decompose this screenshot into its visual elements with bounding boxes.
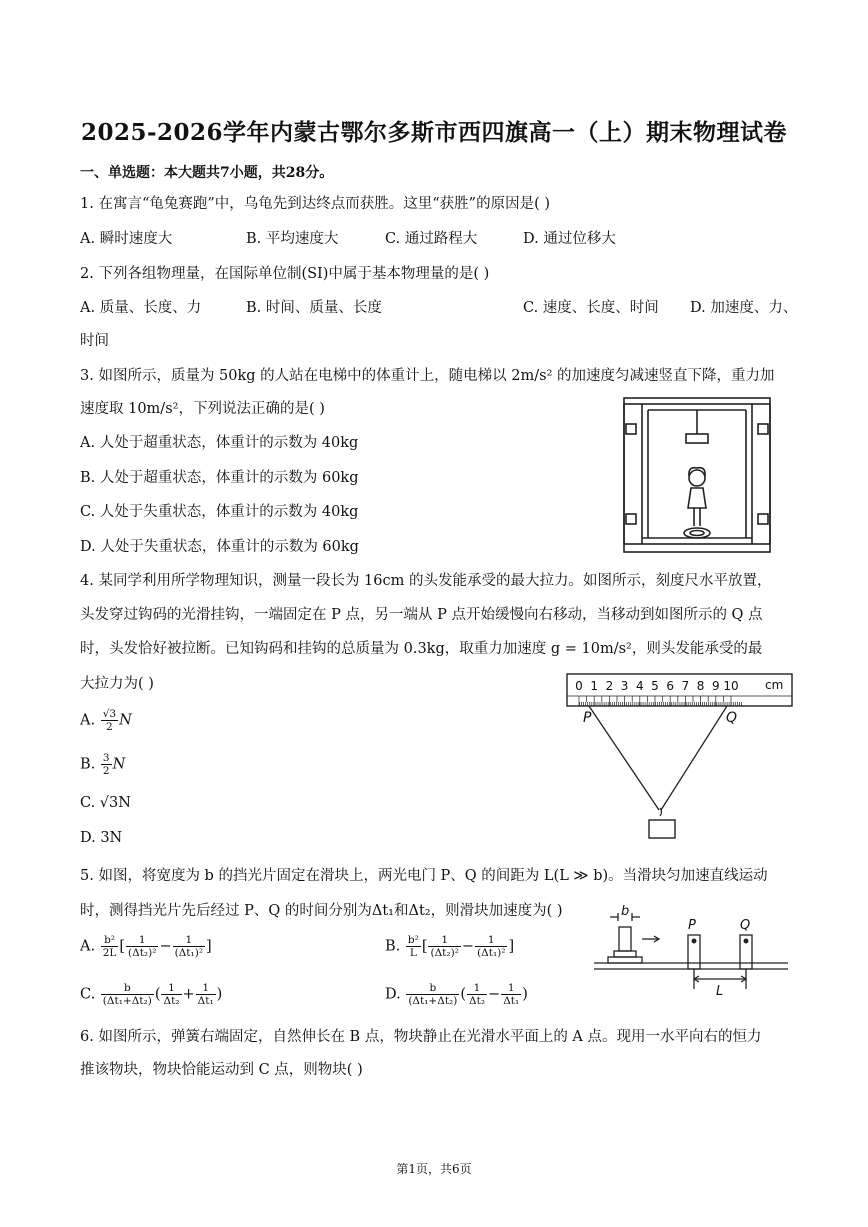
question-4-stem-line3: 时，头发恰好被拉断。已知钩码和挂钩的总质量为 0.3kg，取重力加速度 g = 10m/s²，则头发能承受的最 [80,641,763,657]
ruler-unit: cm [765,678,784,692]
ruler-tick-label: 8 [696,679,705,693]
q2-option-a: A. 质量、长度、力 [80,300,202,316]
q5-option-c: C. $\frac{b}{\text{(Δt₁+Δt₂)}}$ ( $\frac{1}{\text{Δt₂}}$ + $\frac{1}{\text{Δt₁}}$ ) [80,982,223,1007]
q4-option-a: A. $\frac{√3}{2}$ N [80,708,132,733]
ruler-tick-label: 10 [723,679,739,693]
ruler-figure [565,672,795,844]
ruler-tick-label: 7 [681,679,690,693]
q3-option-c: C. 人处于失重状态，体重计的示数为 40kg [80,504,359,520]
ruler-tick-label: 0 [575,679,583,693]
question-2-stem: 2. 下列各组物理量，在国际单位制(SI)中属于基本物理量的是( ) [80,266,490,282]
question-4-stem-line1: 4. 某同学利用所学物理知识，测量一段长为 16cm 的头发能承受的最大拉力。如图所示，刻度尺水平放置， [80,573,772,589]
page-title: 2025-2026学年内蒙古鄂尔多斯市西四旗高一（上）期末物理试卷 [80,119,788,146]
q2-option-c: C. 速度、长度、时间 [523,300,659,316]
q5-option-b: B. $\frac{\text{b²}}{L}$ [ $\frac{1}{\text{(Δt₂)²}}$ − $\frac{1}{\text{(Δt₁)²}}$ ] [385,934,515,959]
gate-p-label: P [688,918,696,933]
question-6-stem-line1: 6. 如图所示，弹簧右端固定，自然伸长在 B 点，物块静止在光滑水平面上的 A 点。现用一水平向右的恒力 [80,1029,762,1045]
question-4-stem-line4: 大拉力为( ) [80,676,154,692]
ruler-tick-label: 4 [635,679,644,693]
question-3-stem-line1: 3. 如图所示，质量为 50kg 的人站在电梯中的体重计上，随电梯以 2m/s² 的加速度匀减速竖直下降，重力加 [80,368,775,384]
question-5-stem-line1: 5. 如图，将宽度为 b 的挡光片固定在滑块上，两光电门 P、Q 的间距为 L(L ≫ b)。当滑块匀加速直线运动 [80,868,768,884]
hair-left [589,706,659,810]
q2-option-d: D. 加速度、力、 [690,300,798,316]
question-6-stem-line2: 推该物块，物块恰能运动到 C 点，则物块( ) [80,1062,363,1078]
ruler-tick-label: 6 [666,679,675,693]
gate-q-label: Q [740,918,751,933]
q3-option-b: B. 人处于超重状态，体重计的示数为 60kg [80,470,359,486]
question-5-stem-line2: 时，测得挡光片先后经过 P、Q 的时间分别为Δt₁和Δt₂，则滑块加速度为( ) [80,903,563,919]
q3-option-d: D. 人处于失重状态，体重计的示数为 60kg [80,539,359,555]
ruler-tick-label: 9 [711,679,720,693]
point-q-label: Q [726,710,738,726]
ruler-tick-label: 2 [605,679,614,693]
ruler-tick-label: 3 [620,679,629,693]
hook-weight [649,820,675,838]
q3-option-a: A. 人处于超重状态，体重计的示数为 40kg [80,435,359,451]
width-b-label: b [621,904,630,919]
q4-option-c: C. √3N [80,795,131,811]
q4-option-d: D. 3N [80,830,123,846]
point-p-label: P [583,710,592,726]
question-4-stem-line2: 头发穿过钩码的光滑挂钩，一端固定在 P 点，另一端从 P 点开始缓慢向右移动，当移动到如图所示的 Q 点 [80,607,763,623]
ruler-tick-label: 1 [590,679,599,693]
q1-option-c: C. 通过路程大 [385,231,478,247]
question-1-stem: 1. 在寓言“龟兔赛跑”中，乌龟先到达终点而获胜。这里“获胜”的原因是( ) [80,196,551,212]
question-3-stem-line2: 速度取 10m/s²，下列说法正确的是( ) [80,401,325,417]
q2-option-b: B. 时间、质量、长度 [246,300,382,316]
q5-option-a: A. $\frac{\text{b²}}{2L}$ [ $\frac{1}{\text{(Δt₂)²}}$ − $\frac{1}{\text{(Δt₁)²}}$ ] [80,934,212,959]
hair-right [661,706,727,810]
q1-option-a: A. 瞬时速度大 [80,231,173,247]
q2-option-d-continued: 时间 [80,333,109,349]
section-heading: 一、单选题：本大题共7小题，共28分。 [80,165,334,181]
photogate-figure [592,903,792,995]
distance-l-label: L [716,984,724,995]
elevator-figure [622,396,772,556]
q1-option-d: D. 通过位移大 [523,231,616,247]
q1-option-b: B. 平均速度大 [246,231,339,247]
ruler-tick-label: 5 [651,679,659,693]
page-footer: 第1页，共6页 [396,1162,472,1176]
q5-option-d: D. $\frac{b}{\text{(Δt₁+Δt₂)}}$ ( $\frac{1}{\text{Δt₂}}$ − $\frac{1}{\text{Δt₁}}$ ) [385,982,528,1007]
q4-option-b: B. $\frac{3}{2}$ N [80,752,126,777]
